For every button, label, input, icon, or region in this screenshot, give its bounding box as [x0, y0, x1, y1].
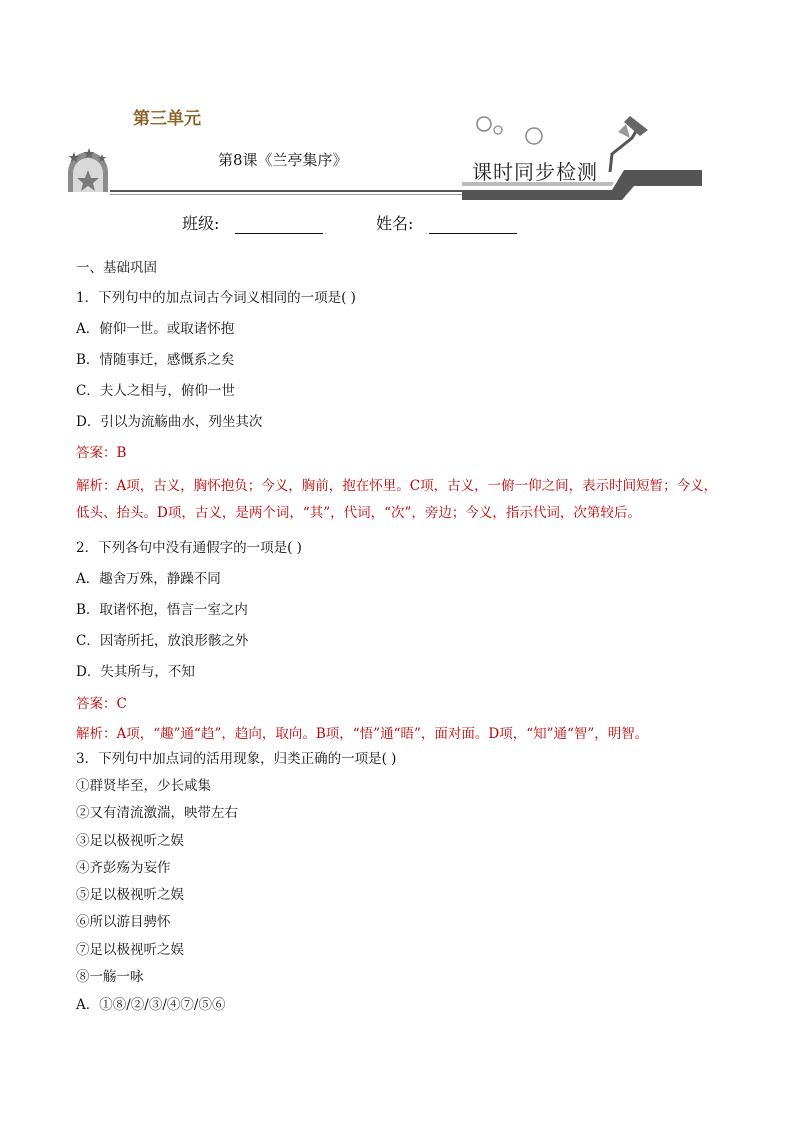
class-field	[182, 211, 323, 234]
unit-title: 第三单元	[133, 109, 201, 129]
name-label: 姓名:	[376, 214, 414, 233]
list-item: ④齐彭殇为妄作	[76, 860, 171, 876]
section-title: 一、基础巩固	[76, 260, 157, 276]
option-b: B．取诸怀抱，悟言一室之内	[76, 602, 248, 618]
badge-title: 课时同步检测	[472, 160, 598, 184]
option-d: D．失其所与，不知	[76, 664, 195, 680]
banner-rule-dashed	[110, 194, 470, 195]
analysis: 解析：A项，古义，胸怀抱负；今义，胸前，抱在怀里。C项，古义，一俯一仰之间，表示时间短暂；今义，低头、抬头。D项，古义，是两个词，“其”，代词，“次”，旁边；今义，指示代词，次第较后。	[76, 478, 718, 521]
list-item: ②又有清流激湍，映带左右	[76, 805, 238, 821]
option-c: C．夫人之相与，俯仰一世	[76, 383, 235, 399]
option-c: C．因寄所托，放浪形骸之外	[76, 633, 249, 649]
option-a: A．①⑧/②/③/④⑦/⑤⑥	[76, 997, 226, 1013]
question-stem: 3．下列句中加点词的活用现象，归类正确的一项是( )	[76, 751, 397, 767]
answer: 答案：C	[76, 696, 127, 712]
name-blank[interactable]	[429, 217, 517, 234]
class-label: 班级:	[182, 214, 220, 233]
star-badge-icon	[64, 146, 112, 194]
list-item: ⑤足以极视听之娱	[76, 887, 184, 903]
desk-lamp-icon	[462, 110, 702, 200]
option-a: A．趣舍万殊，静躁不同	[76, 571, 221, 587]
analysis: 解析：A项，“趣”通“趋”，趋向，取向。B项，“悟”通“晤”，面对面。D项，“知”通“智”，明智。	[76, 726, 649, 742]
list-item: ⑦足以极视听之娱	[76, 942, 184, 958]
list-item: ⑥所以游目骋怀	[76, 914, 171, 930]
name-field	[376, 211, 517, 234]
question-stem: 2．下列各句中没有通假字的一项是( )	[76, 540, 302, 556]
question-stem: 1．下列句中的加点词古今词义相同的一项是( )	[76, 290, 356, 306]
option-b: B．情随事迁，感慨系之矣	[76, 352, 235, 368]
list-item: ③足以极视听之娱	[76, 833, 184, 849]
list-item: ①群贤毕至，少长咸集	[76, 778, 211, 794]
option-d: D．引以为流觞曲水，列坐其次	[76, 414, 263, 430]
answer: 答案：B	[76, 445, 127, 461]
class-blank[interactable]	[235, 217, 323, 234]
lesson-title: 第8课《兰亭集序》	[218, 151, 348, 169]
option-a: A．俯仰一世。或取诸怀抱	[76, 321, 235, 337]
list-item: ⑧一觞一咏	[76, 969, 144, 985]
